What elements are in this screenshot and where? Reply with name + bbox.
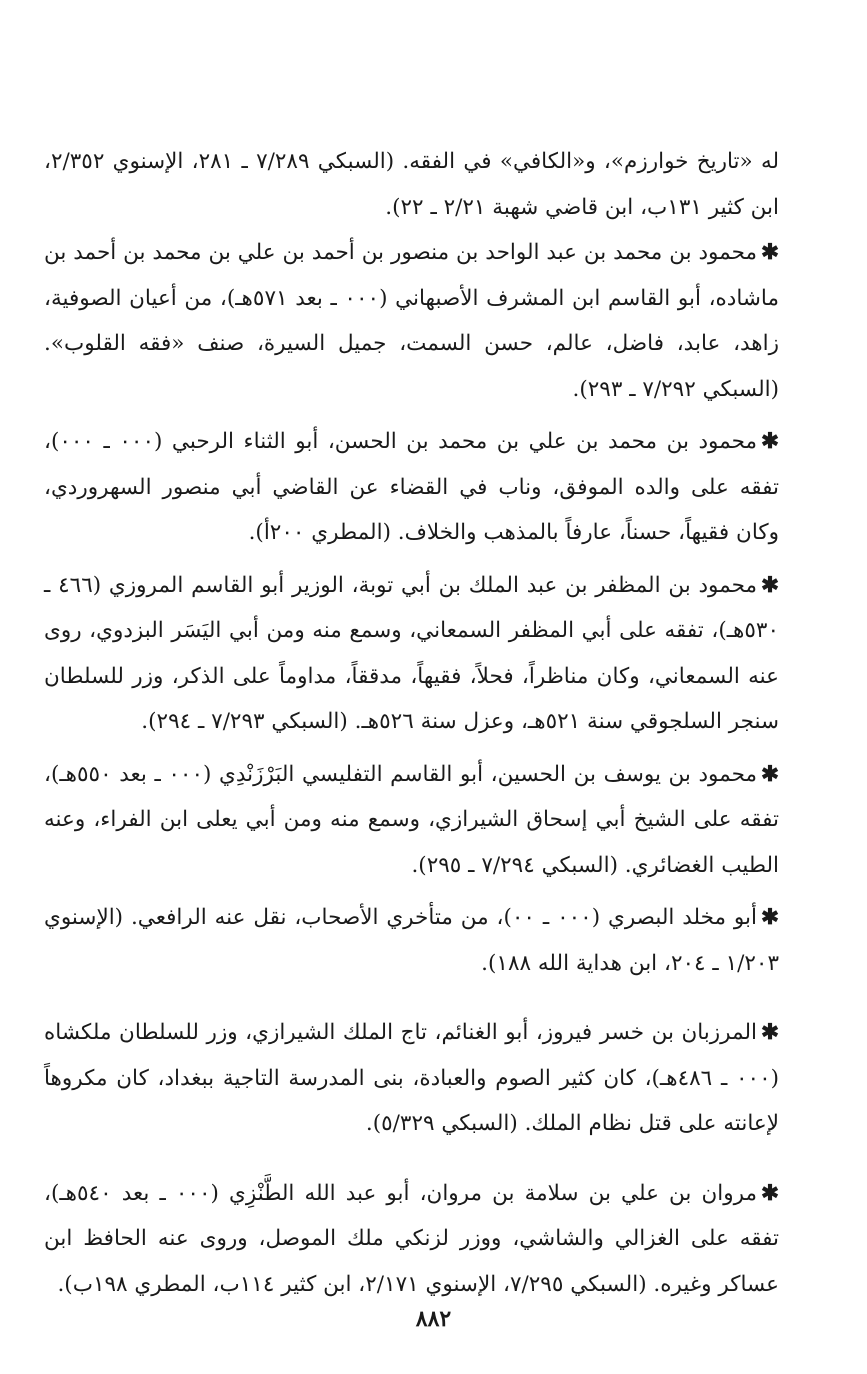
biography-entry bbox=[44, 419, 779, 556]
biography-entry bbox=[44, 752, 779, 889]
entry-text: محمود بن يوسف بن الحسين، أبو القاسم التفليسي البَرْزَنْدِي (٠٠٠ ـ بعد ٥٥٠هـ)، تفقه على الشيخ أبي إسحاق الشيرازي، وسمع منه ومن أبي يعلى ابن الفراء، وعنه الطيب الغضائري. (السبكي ٧/٢٩٤ ـ ٢٩٥). bbox=[44, 761, 779, 878]
biography-entry bbox=[44, 230, 779, 412]
entry-text: أبو مخلد البصري (٠٠٠ ـ ٠٠)، من متأخري الأصحاب، نقل عنه الرافعي. (الإسنوي ١/٢٠٣ ـ ٢٠٤، ابن هداية الله ١٨٨). bbox=[44, 905, 779, 976]
asterisk-bullet-icon: ✱ bbox=[760, 1180, 779, 1206]
asterisk-bullet-icon: ✱ bbox=[760, 1020, 779, 1045]
asterisk-bullet-icon: ✱ bbox=[760, 761, 779, 787]
entry-text: محمود بن المظفر بن عبد الملك بن أبي توبة، الوزير أبو القاسم المروزي (٤٦٦ ـ ٥٣٠هـ)، تفقه على أبي المظفر السمعاني، وسمع منه ومن أبي اليَسَر البزدوي، روى عنه السمعاني، وكان مناظراً، فحلاً، فقيهاً، مدققاً، مداوماً على الذكر، وزر للسلطان سنجر السلجوقي سنة ٥٢١هـ، وعزل سنة ٥٢٦هـ. (السبكي ٧/٢٩٣ ـ ٢٩٤). bbox=[44, 572, 779, 734]
biography-entry bbox=[44, 563, 779, 745]
page-body bbox=[44, 139, 779, 1307]
biography-entry bbox=[44, 1010, 779, 1147]
entry-text: محمود بن محمد بن علي بن محمد بن الحسن، أبو الثناء الرحبي (٠٠٠ ـ ٠٠٠)، تفقه على والده الموفق، وناب في القضاء عن القاضي أبي منصور السهروردي، وكان فقيهاً، حسناً، عارفاً بالمذهب والخلاف. (المطري ٢٠٠أ). bbox=[44, 429, 779, 545]
asterisk-bullet-icon: ✱ bbox=[761, 429, 780, 454]
biography-entry bbox=[44, 1171, 779, 1308]
entry-text: المرزبان بن خسر فيروز، أبو الغنائم، تاج الملك الشيرازي، وزر للسلطان ملكشاه (٠٠٠ ـ ٤٨٦هـ)، كان كثير الصوم والعبادة، بنى المدرسة التاجية ببغداد، كان مكروهاً لإعانته على قتل نظام الملك. (السبكي ٥/٣٢٩). bbox=[44, 1020, 780, 1136]
asterisk-bullet-icon: ✱ bbox=[760, 572, 779, 598]
asterisk-bullet-icon: ✱ bbox=[760, 240, 779, 265]
asterisk-bullet-icon: ✱ bbox=[760, 905, 779, 930]
entry-text: مروان بن علي بن سلامة بن مروان، أبو عبد الله الطَّنْزِي (٠٠٠ ـ بعد ٥٤٠هـ)، تفقه على الغزالي والشاشي، ووزر لزنكي ملك الموصل، وروى عنه الحافظ ابن عساكر وغيره. (السبكي ٧/٢٩٥، الإسنوي ٢/١٧١، ابن كثير ١١٤ب، المطري ١٩٨ب). bbox=[44, 1180, 779, 1297]
entry-text: محمود بن محمد بن عبد الواحد بن منصور بن أحمد بن علي بن محمد بن أحمد بن ماشاده، أبو القاسم ابن المشرف الأصبهاني (٠٠٠ ـ بعد ٥٧١هـ)، من أعيان الصوفية، زاهد، عابد، فاضل، عالم، حسن السمت، جميل السيرة، صنف «فقه القلوب». (السبكي ٧/٢٩٢ ـ ٢٩٣). bbox=[44, 240, 779, 402]
biography-entry bbox=[44, 895, 779, 986]
continued-entry-text: له «تاريخ خوارزم»، و«الكافي» في الفقه. (السبكي ٧/٢٨٩ ـ ٢٨١، الإسنوي ٢/٣٥٢، ابن كثير ١٣١ب، ابن قاضي شهبة ٢/٢١ ـ ٢٢). bbox=[44, 149, 780, 220]
page-number: ٨٨٢ bbox=[415, 1306, 452, 1332]
